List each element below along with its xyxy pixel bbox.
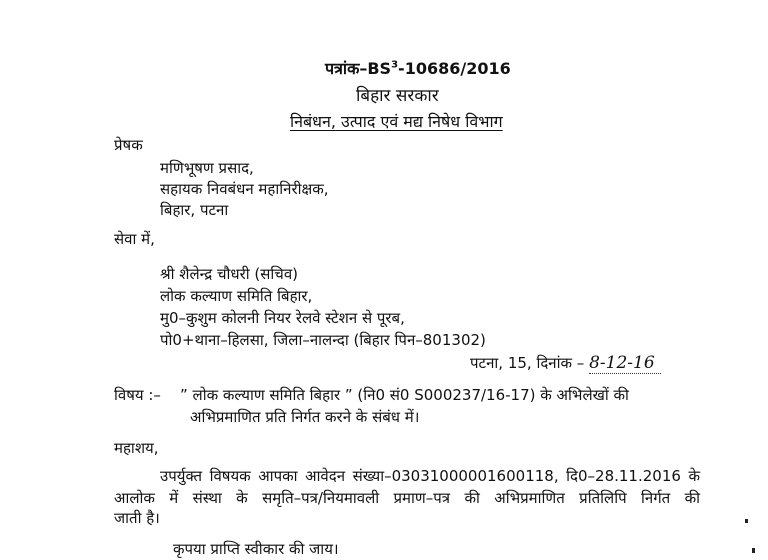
recipient-address-line-2: पो0+थाना–हिलसा, जिला–नालन्दा (बिहार पिन–801302) (160, 331, 486, 349)
paragraph-line-1: उपर्युक्त विषयक आपका आवेदन संख्या–03031000001600118, दि0–28.11.2016 के (160, 467, 700, 485)
date-line (470, 353, 661, 374)
reference-number (325, 59, 511, 79)
sender-label: प्रेषक (114, 136, 143, 154)
subject-label: विषय :– (114, 386, 161, 404)
scan-speck (745, 519, 748, 523)
handwritten-date: 8-12-16 (589, 353, 661, 374)
sender-designation: सहायक निवबंधन महानिरीक्षक, (160, 180, 329, 198)
date-prefix: पटना, 15, दिनांक – (470, 354, 585, 372)
recipient-label: सेवा में, (114, 230, 155, 248)
reference-bs: BS (367, 59, 392, 78)
recipient-organization: लोक कल्याण समिति बिहार, (160, 287, 313, 305)
department-title: निबंधन, उत्पाद एवं मद्य निषेध विभाग (290, 112, 503, 131)
subject-line-1: ” लोक कल्याण समिति बिहार ” (नि0 सं0 S000237/16-17) के अभिलेखों की (180, 386, 629, 404)
paragraph-line-3: जाती है। (114, 509, 160, 527)
paragraph-line-2: आलोक में संस्था के समृति–पत्र/नियमावली प्रमाण–पत्र की अभिप्रमाणित प्रतिलिपि निर्गत की (114, 489, 700, 507)
closing-line: कृपया प्राप्ति स्वीकार की जाय। (173, 540, 339, 558)
recipient-address-line-1: मु0–कुशुम कोलनी नियर रेलवे स्टेशन से पूरब, (160, 309, 405, 327)
recipient-name: श्री शैलेन्द्र चौधरी (सचिव) (160, 265, 299, 283)
scan-speck (752, 548, 755, 553)
subject-line-2: अभिप्रमाणित प्रति निर्गत करने के संबंध में। (190, 408, 420, 426)
sender-place: बिहार, पटना (160, 201, 229, 219)
government-title: बिहार सरकार (356, 86, 439, 106)
reference-superscript: 3 (391, 59, 399, 71)
reference-prefix: पत्रांक– (325, 59, 368, 78)
sender-name: मणिभूषण प्रसाद, (160, 159, 254, 177)
reference-digits: -10686/2016 (398, 59, 511, 78)
salutation: महाशय, (114, 439, 159, 457)
